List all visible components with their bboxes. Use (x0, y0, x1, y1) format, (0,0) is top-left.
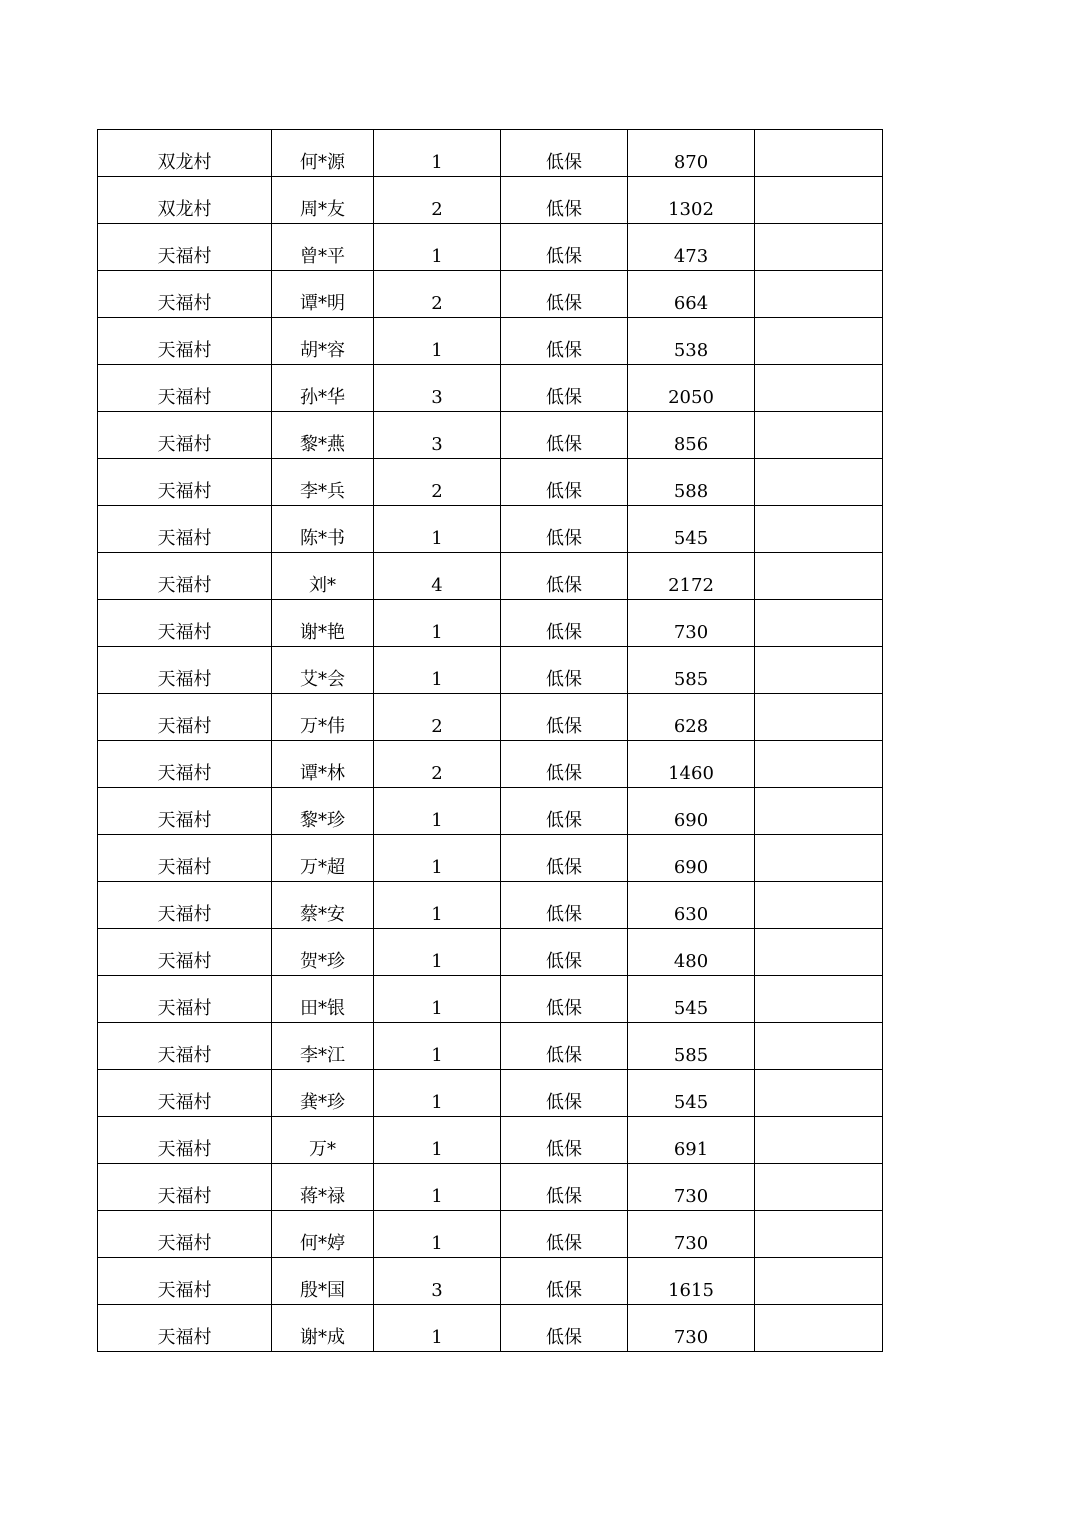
note-cell (755, 177, 883, 224)
household-size-cell: 1 (374, 647, 501, 694)
amount-cell: 856 (628, 412, 755, 459)
name-cell: 万*超 (272, 835, 374, 882)
table-row (98, 929, 883, 976)
amount-cell: 585 (628, 1023, 755, 1070)
household-size-cell: 1 (374, 1211, 501, 1258)
name-cell: 蒋*禄 (272, 1164, 374, 1211)
table-row (98, 835, 883, 882)
table-row (98, 553, 883, 600)
table-row (98, 177, 883, 224)
table-row (98, 647, 883, 694)
aid-type-cell: 低保 (501, 694, 628, 741)
roster-body (98, 130, 883, 1352)
aid-type-cell: 低保 (501, 788, 628, 835)
note-cell (755, 1305, 883, 1352)
amount-cell: 690 (628, 788, 755, 835)
aid-type-cell: 低保 (501, 318, 628, 365)
village-cell: 天福村 (98, 741, 272, 788)
table-row (98, 506, 883, 553)
village-cell: 天福村 (98, 694, 272, 741)
note-cell (755, 553, 883, 600)
note-cell (755, 224, 883, 271)
household-size-cell: 2 (374, 694, 501, 741)
name-cell: 谭*林 (272, 741, 374, 788)
name-cell: 孙*华 (272, 365, 374, 412)
note-cell (755, 976, 883, 1023)
note-cell (755, 788, 883, 835)
household-size-cell: 1 (374, 1117, 501, 1164)
name-cell: 龚*珍 (272, 1070, 374, 1117)
name-cell: 谢*艳 (272, 600, 374, 647)
aid-type-cell: 低保 (501, 506, 628, 553)
name-cell: 周*友 (272, 177, 374, 224)
village-cell: 天福村 (98, 1305, 272, 1352)
household-size-cell: 1 (374, 882, 501, 929)
aid-type-cell: 低保 (501, 130, 628, 177)
aid-type-cell: 低保 (501, 1023, 628, 1070)
amount-cell: 1302 (628, 177, 755, 224)
village-cell: 天福村 (98, 506, 272, 553)
household-size-cell: 3 (374, 365, 501, 412)
name-cell: 李*兵 (272, 459, 374, 506)
note-cell (755, 694, 883, 741)
amount-cell: 628 (628, 694, 755, 741)
aid-type-cell: 低保 (501, 741, 628, 788)
amount-cell: 538 (628, 318, 755, 365)
village-cell: 天福村 (98, 976, 272, 1023)
household-size-cell: 1 (374, 600, 501, 647)
amount-cell: 870 (628, 130, 755, 177)
name-cell: 万*伟 (272, 694, 374, 741)
aid-type-cell: 低保 (501, 1258, 628, 1305)
aid-type-cell: 低保 (501, 976, 628, 1023)
household-size-cell: 1 (374, 318, 501, 365)
village-cell: 天福村 (98, 1023, 272, 1070)
household-size-cell: 3 (374, 1258, 501, 1305)
note-cell (755, 882, 883, 929)
village-cell: 天福村 (98, 224, 272, 271)
note-cell (755, 741, 883, 788)
note-cell (755, 130, 883, 177)
household-size-cell: 1 (374, 1023, 501, 1070)
name-cell: 刘* (272, 553, 374, 600)
village-cell: 天福村 (98, 1258, 272, 1305)
amount-cell: 690 (628, 835, 755, 882)
table-row (98, 976, 883, 1023)
aid-type-cell: 低保 (501, 1211, 628, 1258)
household-size-cell: 1 (374, 788, 501, 835)
table-row (98, 694, 883, 741)
name-cell: 黎*燕 (272, 412, 374, 459)
aid-type-cell: 低保 (501, 1070, 628, 1117)
household-size-cell: 2 (374, 177, 501, 224)
village-cell: 天福村 (98, 412, 272, 459)
aid-type-cell: 低保 (501, 1305, 628, 1352)
note-cell (755, 506, 883, 553)
note-cell (755, 1117, 883, 1164)
name-cell: 陈*书 (272, 506, 374, 553)
table-row (98, 1117, 883, 1164)
village-cell: 天福村 (98, 647, 272, 694)
amount-cell: 473 (628, 224, 755, 271)
table-row (98, 1164, 883, 1211)
household-size-cell: 1 (374, 224, 501, 271)
note-cell (755, 929, 883, 976)
note-cell (755, 1070, 883, 1117)
village-cell: 天福村 (98, 553, 272, 600)
aid-type-cell: 低保 (501, 553, 628, 600)
aid-type-cell: 低保 (501, 177, 628, 224)
table-row (98, 365, 883, 412)
household-size-cell: 1 (374, 929, 501, 976)
note-cell (755, 647, 883, 694)
roster-table (97, 129, 883, 1352)
village-cell: 天福村 (98, 835, 272, 882)
household-size-cell: 1 (374, 976, 501, 1023)
village-cell: 天福村 (98, 318, 272, 365)
amount-cell: 2050 (628, 365, 755, 412)
village-cell: 天福村 (98, 365, 272, 412)
note-cell (755, 412, 883, 459)
table-row (98, 224, 883, 271)
aid-type-cell: 低保 (501, 271, 628, 318)
note-cell (755, 835, 883, 882)
aid-type-cell: 低保 (501, 365, 628, 412)
table-row (98, 271, 883, 318)
amount-cell: 664 (628, 271, 755, 318)
note-cell (755, 459, 883, 506)
name-cell: 谢*成 (272, 1305, 374, 1352)
name-cell: 万* (272, 1117, 374, 1164)
amount-cell: 588 (628, 459, 755, 506)
amount-cell: 1615 (628, 1258, 755, 1305)
village-cell: 天福村 (98, 882, 272, 929)
table-row (98, 1211, 883, 1258)
note-cell (755, 1164, 883, 1211)
amount-cell: 480 (628, 929, 755, 976)
village-cell: 天福村 (98, 459, 272, 506)
name-cell: 胡*容 (272, 318, 374, 365)
table-row (98, 600, 883, 647)
table-row (98, 882, 883, 929)
household-size-cell: 1 (374, 130, 501, 177)
household-size-cell: 1 (374, 1070, 501, 1117)
household-size-cell: 2 (374, 271, 501, 318)
name-cell: 黎*珍 (272, 788, 374, 835)
note-cell (755, 1258, 883, 1305)
table-row (98, 1023, 883, 1070)
table-row (98, 318, 883, 365)
aid-type-cell: 低保 (501, 600, 628, 647)
name-cell: 李*江 (272, 1023, 374, 1070)
name-cell: 殷*国 (272, 1258, 374, 1305)
household-size-cell: 2 (374, 741, 501, 788)
note-cell (755, 318, 883, 365)
table-row (98, 741, 883, 788)
aid-type-cell: 低保 (501, 647, 628, 694)
amount-cell: 691 (628, 1117, 755, 1164)
village-cell: 双龙村 (98, 177, 272, 224)
table-row (98, 788, 883, 835)
village-cell: 双龙村 (98, 130, 272, 177)
village-cell: 天福村 (98, 600, 272, 647)
aid-type-cell: 低保 (501, 882, 628, 929)
household-size-cell: 1 (374, 1164, 501, 1211)
note-cell (755, 1211, 883, 1258)
aid-type-cell: 低保 (501, 224, 628, 271)
note-cell (755, 1023, 883, 1070)
amount-cell: 545 (628, 506, 755, 553)
aid-type-cell: 低保 (501, 459, 628, 506)
name-cell: 田*银 (272, 976, 374, 1023)
name-cell: 曾*平 (272, 224, 374, 271)
aid-type-cell: 低保 (501, 835, 628, 882)
name-cell: 艾*会 (272, 647, 374, 694)
village-cell: 天福村 (98, 1164, 272, 1211)
aid-type-cell: 低保 (501, 412, 628, 459)
household-size-cell: 2 (374, 459, 501, 506)
amount-cell: 1460 (628, 741, 755, 788)
village-cell: 天福村 (98, 929, 272, 976)
table-row (98, 1070, 883, 1117)
amount-cell: 730 (628, 1164, 755, 1211)
village-cell: 天福村 (98, 271, 272, 318)
name-cell: 蔡*安 (272, 882, 374, 929)
amount-cell: 545 (628, 976, 755, 1023)
aid-type-cell: 低保 (501, 1117, 628, 1164)
name-cell: 何*婷 (272, 1211, 374, 1258)
household-size-cell: 1 (374, 1305, 501, 1352)
name-cell: 谭*明 (272, 271, 374, 318)
amount-cell: 630 (628, 882, 755, 929)
village-cell: 天福村 (98, 788, 272, 835)
amount-cell: 730 (628, 600, 755, 647)
aid-type-cell: 低保 (501, 1164, 628, 1211)
amount-cell: 585 (628, 647, 755, 694)
table-row (98, 459, 883, 506)
name-cell: 贺*珍 (272, 929, 374, 976)
name-cell: 何*源 (272, 130, 374, 177)
village-cell: 天福村 (98, 1211, 272, 1258)
table-row (98, 412, 883, 459)
amount-cell: 730 (628, 1211, 755, 1258)
note-cell (755, 600, 883, 647)
amount-cell: 2172 (628, 553, 755, 600)
table-row (98, 1258, 883, 1305)
village-cell: 天福村 (98, 1117, 272, 1164)
table-row (98, 1305, 883, 1352)
amount-cell: 545 (628, 1070, 755, 1117)
household-size-cell: 4 (374, 553, 501, 600)
aid-type-cell: 低保 (501, 929, 628, 976)
village-cell: 天福村 (98, 1070, 272, 1117)
note-cell (755, 271, 883, 318)
amount-cell: 730 (628, 1305, 755, 1352)
household-size-cell: 1 (374, 506, 501, 553)
note-cell (755, 365, 883, 412)
household-size-cell: 1 (374, 835, 501, 882)
table-row (98, 130, 883, 177)
household-size-cell: 3 (374, 412, 501, 459)
